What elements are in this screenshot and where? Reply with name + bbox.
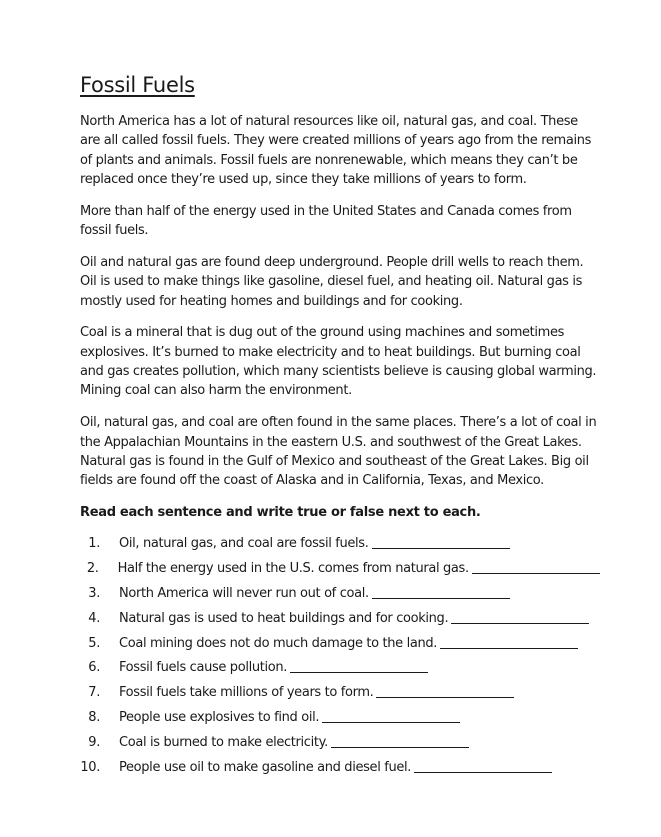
question-number: 4. [88, 610, 100, 626]
question-number: 8. [88, 710, 100, 726]
question-text: Coal is burned to make electricity. [119, 735, 328, 751]
question-item [80, 733, 600, 758]
question-number: 1. [88, 536, 100, 552]
question-item [80, 658, 600, 683]
answer-blank[interactable] [451, 609, 589, 624]
answer-blank[interactable] [331, 733, 469, 748]
question-number: 9. [88, 735, 100, 751]
answer-blank[interactable] [290, 658, 428, 673]
answer-blank[interactable] [376, 683, 514, 698]
paragraph-intro: North America has a lot of natural resources like oil, natural gas, and coal. These are all called fossil fuels. They were created millions of years ago from the remains of plants and animals. Fossil fuels are nonrenewable, which means they can’t be replaced once they’re used up, since they take millions of years to form. [80, 114, 592, 187]
question-text: Oil, natural gas, and coal are fossil fuels. [119, 536, 369, 552]
question-number: 3. [88, 585, 100, 601]
answer-blank[interactable] [472, 559, 600, 574]
question-text: People use oil to make gasoline and diesel fuel. [119, 760, 412, 776]
answer-blank[interactable] [372, 584, 510, 599]
question-item [80, 683, 600, 708]
question-text: Natural gas is used to heat buildings and for cooking. [119, 610, 449, 626]
question-item [80, 534, 600, 559]
question-number: 2. [86, 560, 99, 576]
question-item [80, 559, 600, 584]
instructions: Read each sentence and write true or false next to each. [80, 505, 481, 521]
question-text: North America will never run out of coal. [119, 585, 369, 601]
question-text: Coal mining does not do much damage to the land. [119, 635, 438, 651]
question-list [80, 534, 600, 783]
answer-blank[interactable] [414, 758, 552, 773]
question-text: Fossil fuels cause pollution. [119, 660, 288, 676]
question-item [80, 758, 600, 783]
paragraph-locations: Oil, natural gas, and coal are often found in the same places. There’s a lot of coal in the Appalachian Mountains in the eastern U.S. and southwest of the Great Lakes. Natural gas is found in the Gulf of Mexico and southeast of the Great Lakes. Big oil fields are found off the coast of Alaska and in California, Texas, and Mexico. [80, 415, 597, 489]
question-item [80, 634, 600, 659]
question-text: People use explosives to find oil. [119, 710, 320, 726]
worksheet-page [80, 70, 600, 783]
answer-blank[interactable] [372, 534, 510, 549]
question-number: 10. [80, 760, 100, 776]
question-item [80, 584, 600, 609]
question-item [80, 708, 600, 733]
question-text: Half the energy used in the U.S. comes from natural gas. [117, 560, 469, 576]
question-text: Fossil fuels take millions of years to form. [119, 685, 374, 701]
answer-blank[interactable] [440, 634, 578, 649]
paragraph-energy-use: More than half of the energy used in the United States and Canada comes from fossil fuels. [80, 203, 572, 239]
paragraph-coal: Coal is a mineral that is dug out of the ground using machines and sometimes explosives. It’s burned to make electricity and to heat buildings. But burning coal and gas creates pollution, which many scientists believe is causing global warming. Mining coal can also harm the environment. [80, 325, 597, 399]
question-number: 5. [88, 635, 100, 651]
question-number: 6. [88, 660, 100, 676]
page-title: Fossil Fuels [80, 73, 195, 97]
paragraph-oil-gas: Oil and natural gas are found deep underground. People drill wells to reach them. Oil is used to make things like gasoline, diesel fuel, and heating oil. Natural gas is mostly used for heating homes and buildings and for cooking. [80, 254, 584, 309]
question-number: 7. [88, 685, 100, 701]
question-item [80, 609, 600, 634]
answer-blank[interactable] [322, 708, 460, 723]
